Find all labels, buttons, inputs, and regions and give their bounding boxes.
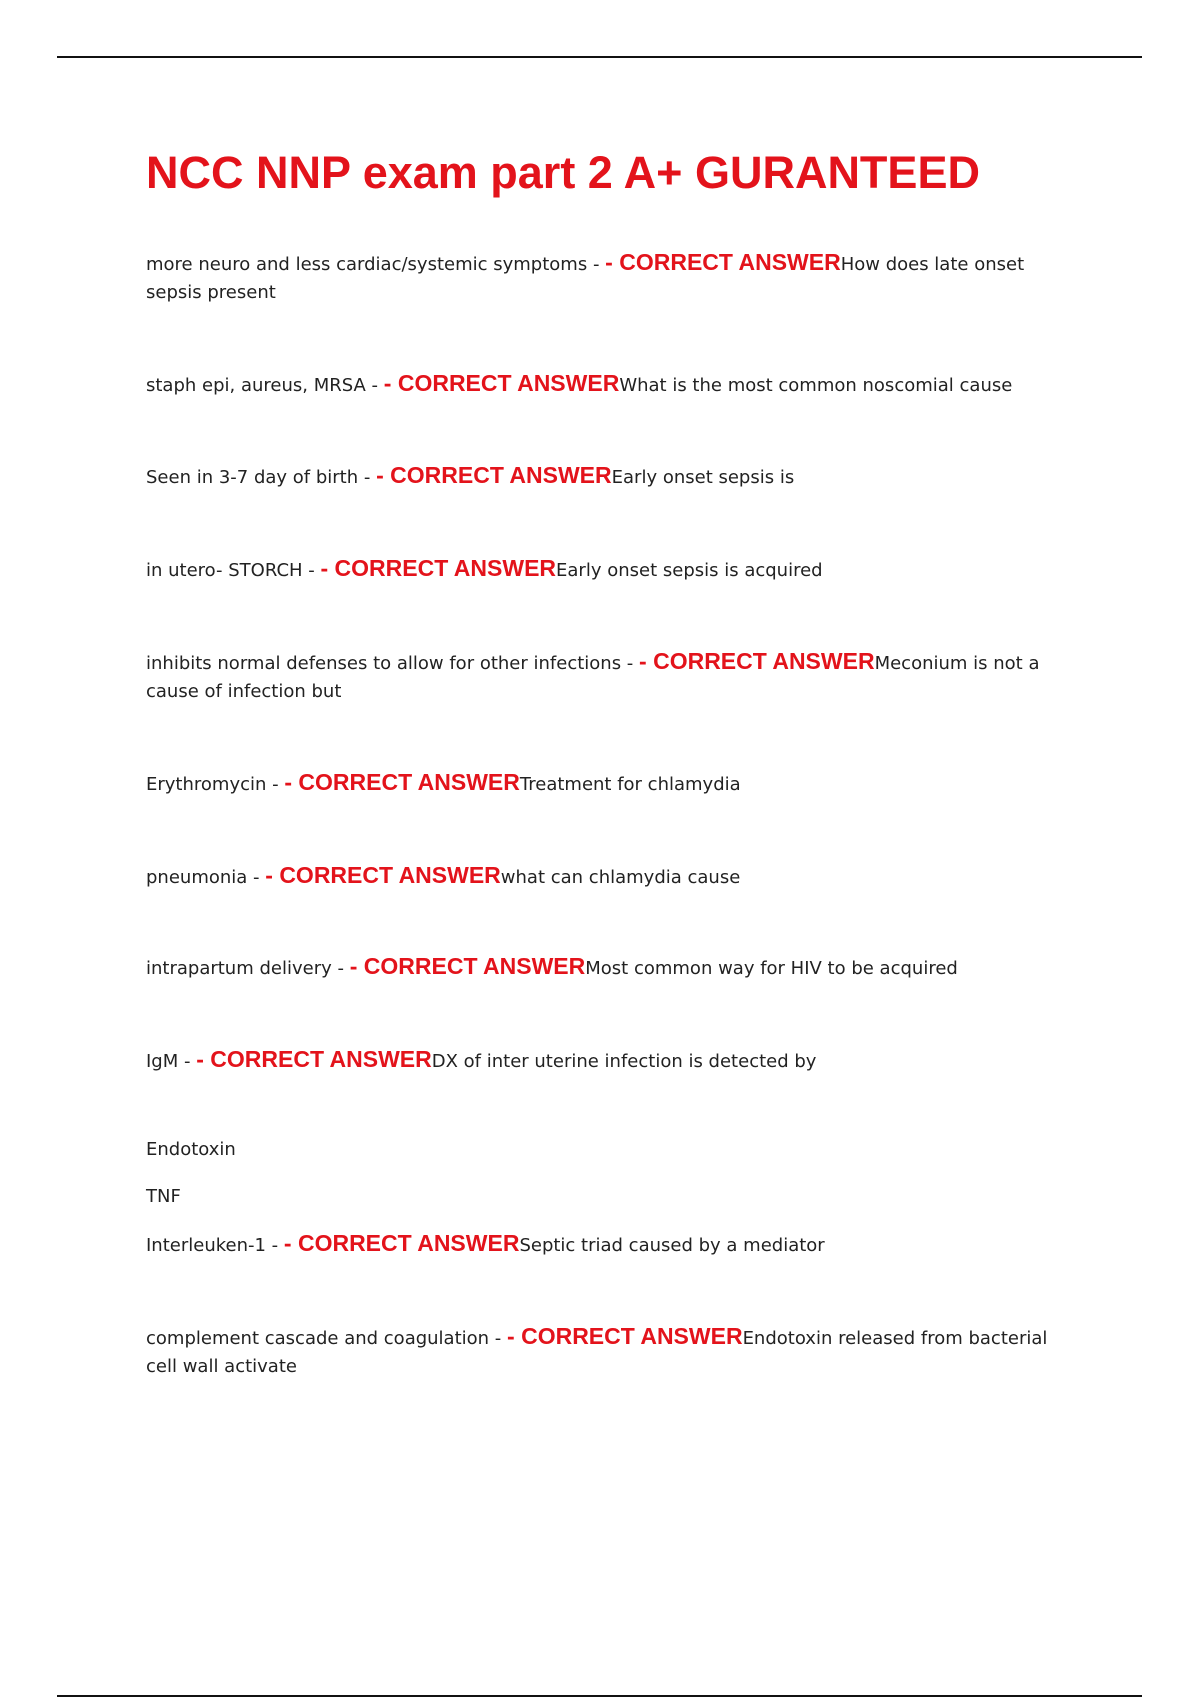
document-title: NCC NNP exam part 2 A+ GURANTEED <box>146 147 980 198</box>
answer-text: intrapartum delivery <box>146 958 332 979</box>
qa-entry <box>146 369 1066 400</box>
separator: - <box>489 1328 508 1349</box>
answer-text: Interleuken-1 <box>146 1235 266 1256</box>
answer-text: more neuro and less cardiac/systemic symptoms <box>146 254 588 275</box>
correct-answer-marker: - CORRECT ANSWER <box>320 555 557 581</box>
answer-text: Seen in 3-7 day of birth <box>146 467 359 488</box>
separator: - <box>302 560 321 581</box>
qa-entry <box>146 1322 1066 1381</box>
question-text: Most common way for HIV to be acquired <box>585 958 958 979</box>
question-text: Meconium is not a cause of infection but <box>146 653 1040 702</box>
correct-answer-marker: - CORRECT ANSWER <box>383 370 620 396</box>
question-text: Septic triad caused by a mediator <box>519 1235 825 1256</box>
separator: - <box>365 375 384 396</box>
separator: - <box>178 1051 197 1072</box>
answer-text: IgM <box>146 1051 179 1072</box>
question-text: How does late onset sepsis present <box>146 254 1025 303</box>
separator: - <box>266 774 285 795</box>
qa-entry <box>146 248 1066 307</box>
question-text: Early onset sepsis is <box>611 467 795 488</box>
correct-answer-marker: - CORRECT ANSWER <box>605 249 841 275</box>
correct-answer-marker: - CORRECT ANSWER <box>349 953 586 979</box>
question-text: What is the most common noscomial cause <box>619 375 1013 396</box>
separator: - <box>247 867 266 888</box>
correct-answer-marker: - CORRECT ANSWER <box>639 648 875 674</box>
correct-answer-marker: - CORRECT ANSWER <box>265 862 501 888</box>
question-text: Endotoxin released from bacterial cell wall activate <box>146 1328 1048 1377</box>
question-text: DX of inter uterine infection is detected by <box>431 1051 817 1072</box>
question-text: Treatment for chlamydia <box>519 774 741 795</box>
separator: - <box>331 958 350 979</box>
answer-line: TNF <box>146 1186 181 1207</box>
answer-text: Erythromycin <box>146 774 267 795</box>
separator: - <box>358 467 377 488</box>
separator: - <box>587 254 606 275</box>
qa-entry <box>146 554 1066 585</box>
correct-answer-marker: - CORRECT ANSWER <box>196 1046 432 1072</box>
qa-entry <box>146 952 1066 983</box>
answer-text: complement cascade and coagulation <box>146 1328 490 1349</box>
bottom-rule <box>57 1695 1142 1697</box>
qa-entry <box>146 1229 1066 1260</box>
correct-answer-marker: - CORRECT ANSWER <box>284 769 520 795</box>
qa-entry <box>146 768 1066 799</box>
answer-text: pneumonia <box>146 867 248 888</box>
answer-text: in utero- STORCH <box>146 560 303 581</box>
question-text: what can chlamydia cause <box>500 867 741 888</box>
correct-answer-marker: - CORRECT ANSWER <box>507 1323 743 1349</box>
answer-line: Endotoxin <box>146 1139 236 1160</box>
qa-entry <box>146 647 1066 706</box>
qa-entry <box>146 861 1066 892</box>
correct-answer-marker: - CORRECT ANSWER <box>376 462 612 488</box>
answer-text: inhibits normal defenses to allow for other infections <box>146 653 622 674</box>
separator: - <box>621 653 640 674</box>
question-text: Early onset sepsis is acquired <box>556 560 823 581</box>
qa-entry <box>146 1045 1066 1076</box>
qa-entry <box>146 461 1066 492</box>
top-rule <box>57 56 1142 58</box>
separator: - <box>265 1235 284 1256</box>
correct-answer-marker: - CORRECT ANSWER <box>283 1230 520 1256</box>
answer-text: staph epi, aureus, MRSA <box>146 375 366 396</box>
